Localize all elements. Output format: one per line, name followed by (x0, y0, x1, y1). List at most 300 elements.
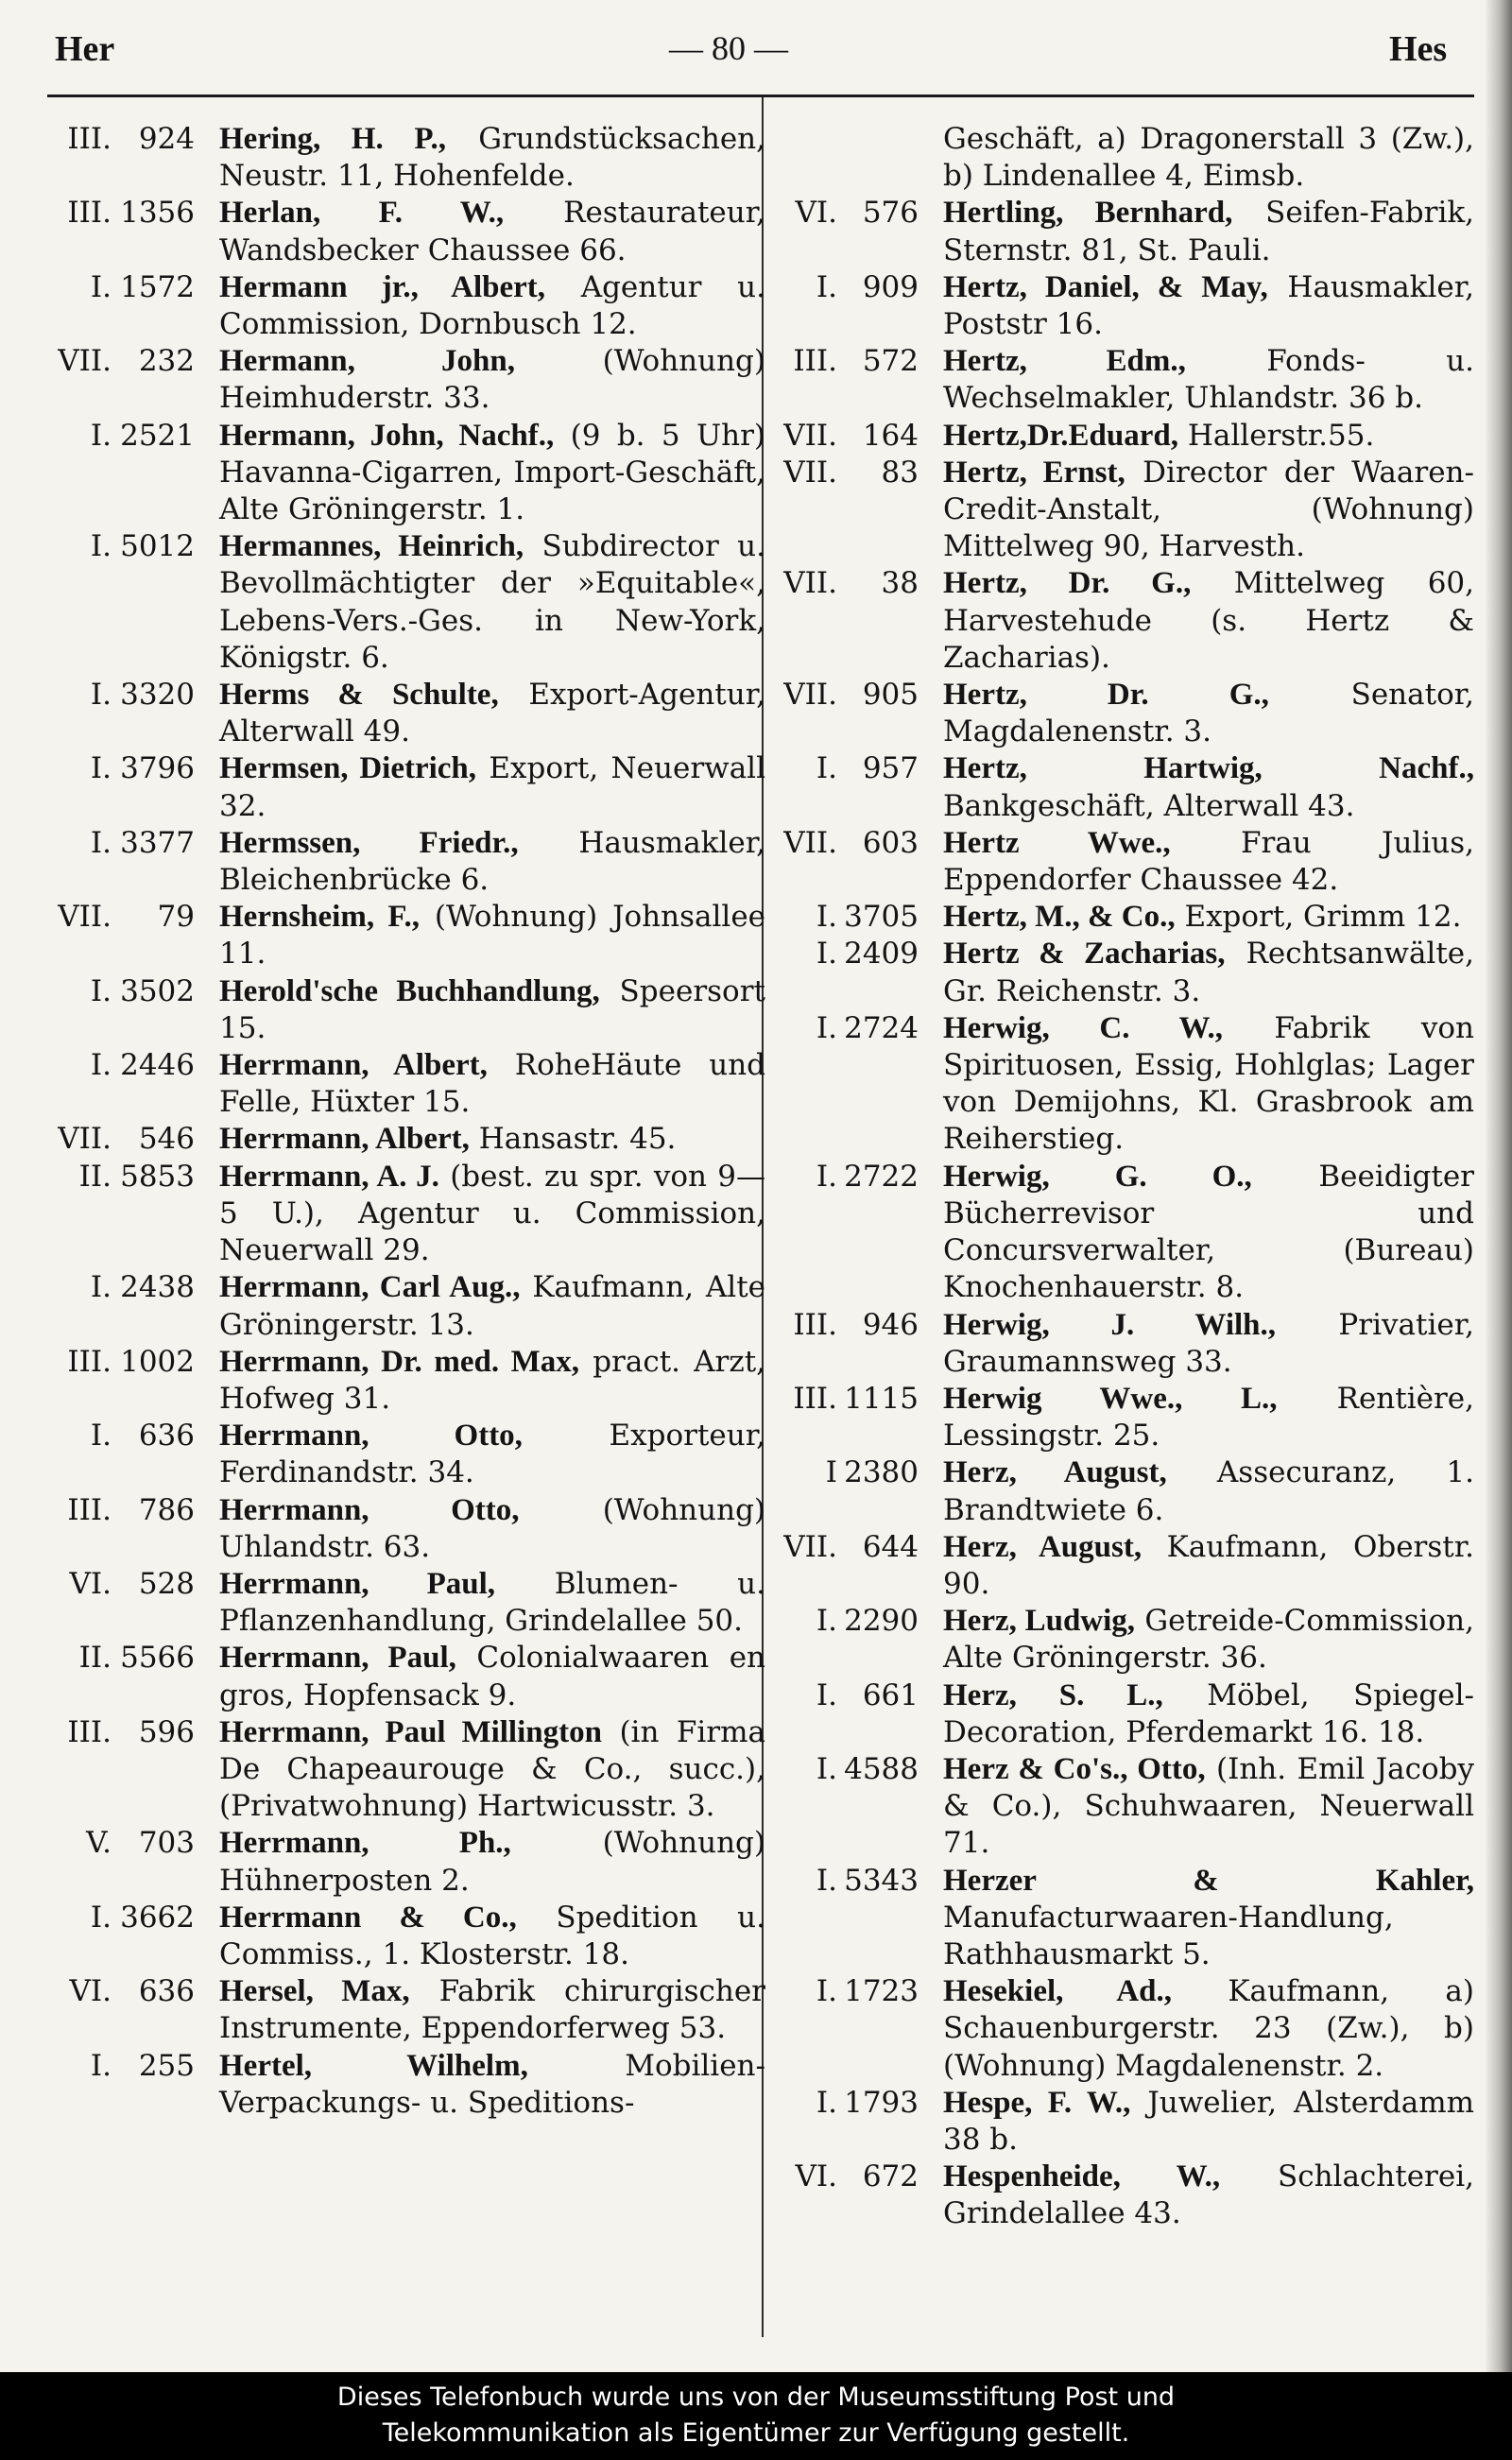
phone-number: 909 (862, 269, 919, 304)
right-entry (773, 343, 1474, 417)
left-column (38, 121, 765, 2122)
right-entry (773, 936, 1474, 1009)
subscriber-details: Fabrik von Spirituosen, Essig, Hohlglas; Lager von Demijohns, Kl. Grasbrook am Reiherstieg. (943, 1010, 1475, 1157)
right-entry (773, 1751, 1474, 1863)
subscriber-details: (Wohnung) Heimhuderstr. 33. (219, 344, 765, 416)
right-entry (773, 2085, 1474, 2159)
header-left-keyword: Her (55, 29, 115, 69)
district-code: III. (67, 196, 112, 231)
entry-text (943, 1159, 1474, 1307)
district-code: VI. (795, 196, 837, 231)
phone-number: 83 (881, 455, 919, 490)
subscriber-name: Herzer & Kahler, (943, 1863, 1474, 1898)
subscriber-details: Seifen-Fabrik, Sternstr. 81, St. Pauli. (943, 196, 1475, 267)
entry-text (219, 2048, 765, 2122)
district-code: VII. (783, 678, 837, 713)
entry-text (219, 1047, 765, 1121)
right-entry (773, 455, 1474, 566)
district-code: III. (793, 1381, 837, 1416)
phone-number: 3377 (120, 825, 195, 860)
subscriber-details: Hausmakler, Poststr 16. (943, 269, 1474, 342)
subscriber-details: Colonialwaaren en gros, Hopfensack 9. (219, 1641, 765, 1712)
subscriber-details: (Wohnung) Uhlandstr. 63. (219, 1492, 766, 1564)
subscriber-details: Kaufmann, a) Schauenburgerstr. 23 (Zw.), b)(Wohnung) Magdalenenstr. 2. (943, 1974, 1474, 2083)
subscriber-name: Hermsen, Dietrich, (219, 751, 477, 786)
entry-text (943, 455, 1474, 566)
header-rule (47, 95, 1474, 97)
subscriber-details: Kaufmann, Oberstr. 90. (943, 1529, 1474, 1601)
subscriber-details: Beeidigter Bücherrevisor und Concursverwalter, (Bureau) Knochenhauerstr. 8. (943, 1159, 1474, 1305)
phone-number: 2290 (844, 1604, 919, 1639)
left-entry (38, 121, 765, 195)
continuation-entry (773, 121, 1474, 195)
phone-number: 2380 (844, 1455, 919, 1490)
district-code: III. (793, 344, 837, 379)
entry-text (943, 899, 1474, 936)
subscriber-name: Hernsheim, F., (219, 900, 420, 935)
footer-notice (0, 2372, 1512, 2460)
entry-text (943, 195, 1474, 268)
phone-number: 2446 (120, 1048, 195, 1083)
left-entry (38, 1269, 765, 1343)
subscriber-name: Herwig, J. Wilh., (943, 1307, 1277, 1342)
entry-text (219, 1418, 765, 1491)
phone-number: 3502 (120, 973, 195, 1008)
entry-text (943, 1529, 1474, 1603)
page-edge-shadow (1486, 0, 1512, 2372)
continuation-text: Geschäft, a) Dragonerstall 3 (Zw.), b) Lindenallee 4, Eimsb. (943, 122, 1474, 194)
entry-text (219, 1900, 765, 1973)
subscriber-details: Mittelweg 60, Harvestehude (s. Hertz & Zacharias). (943, 566, 1474, 675)
entry-text (943, 677, 1474, 750)
phone-number: 661 (862, 1677, 919, 1712)
subscriber-details: Export, Neuerwall 32. (219, 751, 765, 823)
district-code: I. (816, 900, 837, 935)
subscriber-details: (Inh. Emil Jacoby & Co.), Schuhwaaren, Neuerwall 71. (943, 1751, 1474, 1861)
subscriber-details: (Wohnung) Hühnerposten 2. (219, 1826, 765, 1898)
subscriber-name: Hertz, Ernst, (943, 455, 1125, 490)
district-code: I. (816, 1751, 837, 1786)
phone-number: 232 (138, 344, 195, 379)
phone-number: 164 (862, 418, 919, 453)
phone-number: 2722 (844, 1159, 919, 1194)
district-code: II. (78, 1159, 112, 1194)
entry-text (943, 2159, 1474, 2232)
phone-number: 703 (138, 1826, 195, 1861)
phone-number: 2724 (844, 1010, 919, 1045)
district-code: VII. (58, 1122, 112, 1157)
subscriber-details: (best. zu spr. von 9—5 U.), Agentur u. Commission, Neuerwall 29. (219, 1159, 765, 1268)
subscriber-details: Grundstücksachen, Neustr. 11, Hohenfelde. (219, 122, 765, 194)
phone-number: 672 (862, 2159, 919, 2194)
district-code: I. (90, 1270, 112, 1305)
subscriber-name: Herold'sche Buchhandlung, (219, 973, 600, 1008)
subscriber-name: Herms & Schulte, (219, 678, 499, 713)
district-code: VI. (69, 1566, 112, 1601)
phone-number: 546 (138, 1122, 195, 1157)
subscriber-details: Export, Grimm 12. (1184, 900, 1462, 935)
subscriber-name: Herz, August, (943, 1455, 1167, 1490)
phone-number: 1002 (120, 1344, 195, 1379)
subscriber-details: Rechtsanwälte, Gr. Reichenstr. 3. (943, 937, 1474, 1008)
subscriber-name: Herrmann, A. J. (219, 1159, 439, 1194)
district-code: I. (816, 269, 837, 304)
subscriber-name: Hermssen, Friedr., (219, 825, 519, 860)
district-code: I. (90, 269, 112, 304)
subscriber-name: Herrmann, Paul, (219, 1566, 496, 1601)
entry-text (219, 825, 765, 899)
right-entry (773, 195, 1474, 268)
phone-number: 2521 (120, 418, 195, 453)
entry-text (219, 1714, 765, 1826)
subscriber-name: Hertz Wwe., (943, 825, 1171, 860)
district-code: I. (816, 1159, 837, 1194)
left-entry (38, 1047, 765, 1121)
district-code: VII. (783, 1529, 837, 1564)
entry-text (943, 1863, 1474, 1974)
subscriber-name: Herwig, G. O., (943, 1159, 1252, 1194)
subscriber-name: Herlan, F. W., (219, 196, 505, 231)
district-code: I. (90, 751, 112, 786)
right-entry (773, 899, 1474, 936)
subscriber-details: Privatier, Graumannsweg 33. (943, 1307, 1474, 1379)
entry-text (219, 269, 765, 343)
entry-text (943, 936, 1474, 1009)
left-entry (38, 1640, 765, 1713)
entry-text (943, 1307, 1474, 1381)
entry-text (943, 1751, 1474, 1863)
page-number: — 80 — (669, 29, 788, 67)
phone-number: 3320 (120, 678, 195, 713)
subscriber-details: Kaufmann, Alte Gröningerstr. 13. (219, 1270, 765, 1342)
right-entry (773, 825, 1474, 899)
subscriber-name: Herrmann, Ph., (219, 1826, 511, 1861)
left-entry (38, 750, 765, 824)
entry-text (219, 1344, 765, 1418)
district-code: III. (67, 122, 112, 156)
left-entry (38, 1418, 765, 1491)
phone-number: 79 (157, 900, 195, 935)
subscriber-name: Hermann, John, (219, 344, 515, 379)
subscriber-name: Herwig, C. W., (943, 1010, 1224, 1045)
right-entry (773, 1381, 1474, 1454)
subscriber-details: Subdirector u. Bevollmächtigter der »Equitable«, Lebens-Vers.-Ges. in New-York, Königstr. 6. (219, 529, 765, 675)
phone-number: 38 (881, 566, 919, 601)
subscriber-details: Hausmakler, Bleichenbrücke 6. (219, 825, 765, 898)
subscriber-details: Restaurateur, Wandsbecker Chaussee 66. (219, 196, 765, 267)
district-code: I. (816, 1974, 837, 2009)
phone-number: 2409 (844, 937, 919, 972)
subscriber-name: Hertz, M., & Co., (943, 900, 1176, 935)
subscriber-name: Herwig Wwe., L., (943, 1381, 1278, 1416)
phone-number: 1723 (844, 1974, 919, 2009)
entry-text (943, 2085, 1474, 2159)
subscriber-name: Hespe, F. W., (943, 2085, 1131, 2120)
entry-text (219, 750, 765, 824)
subscriber-name: Herrmann, Dr. med. Max, (219, 1344, 580, 1379)
district-code: I. (90, 1419, 112, 1454)
district-code: III. (67, 1714, 112, 1749)
right-entry (773, 1973, 1474, 2085)
right-entry (773, 565, 1474, 677)
entry-text (219, 1492, 765, 1566)
left-entry (38, 343, 765, 417)
subscriber-name: Herrmann, Otto, (219, 1419, 523, 1454)
subscriber-name: Hertz, Dr. G., (943, 678, 1269, 713)
district-code: I. (816, 1863, 837, 1898)
subscriber-name: Herz & Co's., Otto, (943, 1751, 1206, 1786)
page-header (0, 28, 1512, 85)
subscriber-name: Hertel, Wilhelm, (219, 2048, 528, 2083)
subscriber-name: Herrmann, Otto, (219, 1492, 520, 1527)
phone-number: 1572 (120, 269, 195, 304)
phone-number: 5566 (120, 1641, 195, 1676)
subscriber-details: Hansastr. 45. (478, 1122, 677, 1157)
left-entry (38, 1566, 765, 1640)
district-code: VII. (783, 418, 837, 453)
subscriber-name: Herrmann, Carl Aug., (219, 1270, 521, 1305)
phone-number: 3796 (120, 751, 195, 786)
subscriber-details: Speersort 15. (219, 973, 765, 1045)
subscriber-name: Herrmann, Paul, (219, 1641, 456, 1676)
district-code: I. (90, 1900, 112, 1935)
right-entry (773, 418, 1474, 455)
phone-number: 603 (862, 825, 919, 860)
subscriber-name: Hermann jr., Albert, (219, 269, 545, 304)
subscriber-details: (in Firma De Chapeaurouge & Co., succ.), (Privatwohnung) Hartwicusstr. 3. (219, 1714, 765, 1824)
left-entry (38, 2048, 765, 2122)
subscriber-name: Hermannes, Heinrich, (219, 529, 524, 564)
subscriber-name: Herz, August, (943, 1529, 1143, 1564)
phone-number: 905 (862, 678, 919, 713)
subscriber-details: Fonds- u. Wechselmakler, Uhlandstr. 36 b. (943, 344, 1475, 416)
district-code: I. (816, 1604, 837, 1639)
subscriber-details: Möbel, Spiegel-Decoration, Pferdemarkt 16. 18. (943, 1677, 1474, 1749)
district-code: VII. (783, 825, 837, 860)
entry-text (219, 195, 765, 268)
phone-number: 4588 (844, 1751, 919, 1786)
subscriber-details: Blumen- u. Pflanzenhandlung, Grindelallee 50. (219, 1566, 765, 1639)
district-code: I. (90, 678, 112, 713)
entry-text (219, 121, 765, 195)
left-entry (38, 1159, 765, 1270)
entry-text (219, 1159, 765, 1270)
header-right-keyword: Hes (1389, 29, 1448, 69)
district-code: I. (90, 2048, 112, 2083)
phone-number: 3662 (120, 1900, 195, 1935)
subscriber-name: Hersel, Max, (219, 1974, 410, 2009)
district-code: I. (90, 973, 112, 1008)
entry-text (943, 1010, 1474, 1159)
district-code: I. (816, 751, 837, 786)
right-entry (773, 2159, 1474, 2232)
subscriber-details: (Wohnung) Johnsallee 11. (219, 900, 766, 972)
subscriber-details: pract. Arzt, Hofweg 31. (219, 1344, 766, 1416)
district-code: VI. (795, 2159, 837, 2194)
entry-text (219, 1121, 765, 1158)
district-code: II. (78, 1641, 112, 1676)
subscriber-name: Herrmann, Albert, (219, 1122, 470, 1157)
entry-text (219, 528, 765, 677)
entry-text (943, 1603, 1474, 1677)
subscriber-details: Hallerstr.55. (1187, 418, 1375, 453)
phone-number: 576 (862, 196, 919, 231)
district-code: I. (816, 1677, 837, 1712)
subscriber-details: Mobilien-Verpackungs- u. Speditions- (219, 2048, 765, 2120)
subscriber-name: Hespenheide, W., (943, 2159, 1221, 2194)
subscriber-details: Frau Julius, Eppendorfer Chaussee 42. (943, 825, 1474, 898)
right-entry (773, 269, 1474, 343)
phone-number: 1115 (844, 1381, 919, 1416)
district-code: VII. (783, 455, 837, 490)
district-code: III. (793, 1307, 837, 1342)
district-code: VII. (58, 900, 112, 935)
entry-text (219, 1566, 765, 1640)
left-entry (38, 973, 765, 1047)
right-entry (773, 1454, 1474, 1528)
left-entry (38, 1900, 765, 1973)
entry-text (943, 269, 1474, 343)
entry-text (943, 1454, 1474, 1528)
subscriber-name: Herrmann & Co., (219, 1900, 517, 1935)
district-code: I. (816, 2085, 837, 2120)
district-code: I. (90, 418, 112, 453)
right-entry (773, 750, 1474, 824)
phone-number: 5343 (844, 1863, 919, 1898)
subscriber-details: Juwelier, Alsterdamm 38 b. (943, 2085, 1474, 2157)
subscriber-name: Hertz,Dr.Eduard, (943, 418, 1179, 453)
left-entry (38, 418, 765, 529)
subscriber-details: Director der Waaren-Credit-Anstalt, (Wohnung) Mittelweg 90, Harvesth. (943, 455, 1474, 564)
left-entry (38, 825, 765, 899)
right-entry (773, 1010, 1474, 1159)
right-entry (773, 677, 1474, 750)
phone-number: 572 (862, 344, 919, 379)
left-entry (38, 1344, 765, 1418)
district-code: V. (86, 1826, 112, 1861)
entry-text (943, 565, 1474, 677)
right-entry (773, 1863, 1474, 1974)
subscriber-details: Spedition u. Commiss., 1. Klosterstr. 18. (219, 1900, 765, 1971)
entry-text (219, 1973, 765, 2047)
right-column (773, 121, 1474, 2233)
subscriber-name: Hertz, Edm., (943, 344, 1186, 379)
left-entry (38, 899, 765, 972)
district-code: I. (816, 937, 837, 972)
subscriber-name: Hermann, John, Nachf., (219, 418, 555, 453)
subscriber-details: Exporteur, Ferdinandstr. 34. (219, 1419, 766, 1490)
entry-text (943, 418, 1474, 455)
district-code: III. (67, 1344, 112, 1379)
phone-number: 786 (138, 1492, 195, 1527)
subscriber-name: Hertz, Dr. G., (943, 566, 1192, 601)
district-code: I. (90, 1048, 112, 1083)
phone-number: 636 (138, 1974, 195, 2009)
left-entry (38, 677, 765, 750)
district-code: VII. (783, 566, 837, 601)
subscriber-name: Hertling, Bernhard, (943, 196, 1233, 231)
left-entry (38, 195, 765, 268)
entry-text (943, 343, 1474, 417)
district-code: VII. (58, 344, 112, 379)
phone-number: 2438 (120, 1270, 195, 1305)
phone-number: 5853 (120, 1159, 195, 1194)
right-entry (773, 1677, 1474, 1751)
entry-text (943, 1677, 1474, 1751)
subscriber-details: Manufacturwaaren-Handlung, Rathhausmarkt 5. (943, 1900, 1394, 1971)
left-entry (38, 1973, 765, 2047)
phone-number: 946 (862, 1307, 919, 1342)
entry-text (219, 677, 765, 750)
subscriber-details: Senator, Magdalenenstr. 3. (943, 678, 1474, 749)
subscriber-name: Hering, H. P., (219, 122, 447, 156)
subscriber-details: Bankgeschäft, Alterwall 43. (943, 788, 1355, 823)
subscriber-name: Hertz, Hartwig, Nachf., (943, 751, 1474, 786)
phone-number: 528 (138, 1566, 195, 1601)
phone-number: 957 (862, 751, 919, 786)
footer-line-2: Telekommunikation als Eigentümer zur Verfügung gestellt. (382, 2418, 1130, 2448)
subscriber-name: Herz, S. L., (943, 1677, 1163, 1712)
subscriber-name: Herz, Ludwig, (943, 1604, 1136, 1639)
district-code: I. (816, 1010, 837, 1045)
footer-line-1: Dieses Telefonbuch wurde uns von der Museumsstiftung Post und (336, 2383, 1176, 2412)
subscriber-name: Hesekiel, Ad., (943, 1974, 1172, 2009)
subscriber-details: Schlachterei, Grindelallee 43. (943, 2159, 1474, 2231)
subscriber-name: Hertz, Daniel, & May, (943, 269, 1268, 304)
left-entry (38, 1492, 765, 1566)
right-entry (773, 1159, 1474, 1307)
phone-number: 1793 (844, 2085, 919, 2120)
district-code: VI. (69, 1974, 112, 2009)
right-entry (773, 1307, 1474, 1381)
right-entry (773, 1603, 1474, 1677)
entry-text (943, 825, 1474, 899)
subscriber-details: RoheHäute und Felle, Hüxter 15. (219, 1048, 766, 1120)
entry-text (219, 973, 765, 1047)
subscriber-name: Herrmann, Paul Millington (219, 1714, 602, 1749)
subscriber-name: Hertz & Zacharias, (943, 937, 1226, 972)
left-entry (38, 269, 765, 343)
phone-number: 3705 (844, 900, 919, 935)
subscriber-details: (9 b. 5 Uhr) Havanna-Cigarren, Import-Geschäft, Alte Gröningerstr. 1. (219, 418, 766, 527)
district-code: I. (90, 529, 112, 564)
subscriber-details: Fabrik chirurgischer Instrumente, Eppendorferweg 53. (219, 1974, 765, 2046)
phone-number: 255 (138, 2048, 195, 2083)
left-entry (38, 528, 765, 677)
phone-number: 596 (138, 1714, 195, 1749)
entry-text (219, 899, 765, 972)
entry-text (943, 1973, 1474, 2085)
phone-number: 644 (862, 1529, 919, 1564)
entry-text (943, 1381, 1474, 1454)
entry-text (219, 418, 765, 529)
left-entry (38, 1714, 765, 1826)
subscriber-details: Export-Agentur, Alterwall 49. (219, 678, 765, 749)
subscriber-details: Assecuranz, 1. Brandtwiete 6. (943, 1455, 1474, 1527)
phone-number: 1356 (120, 196, 195, 231)
right-entry (773, 1529, 1474, 1603)
district-code: I. (90, 825, 112, 860)
phone-number: 636 (138, 1419, 195, 1454)
entry-text (943, 750, 1474, 824)
entry-text (219, 1640, 765, 1713)
phone-number: 924 (138, 122, 195, 156)
left-entry (38, 1825, 765, 1899)
district-code: I (825, 1455, 837, 1490)
subscriber-details: Rentière, Lessingstr. 25. (943, 1381, 1474, 1454)
entry-text (219, 1269, 765, 1343)
subscriber-details: Getreide-Commission, Alte Gröningerstr. 36. (943, 1604, 1474, 1676)
